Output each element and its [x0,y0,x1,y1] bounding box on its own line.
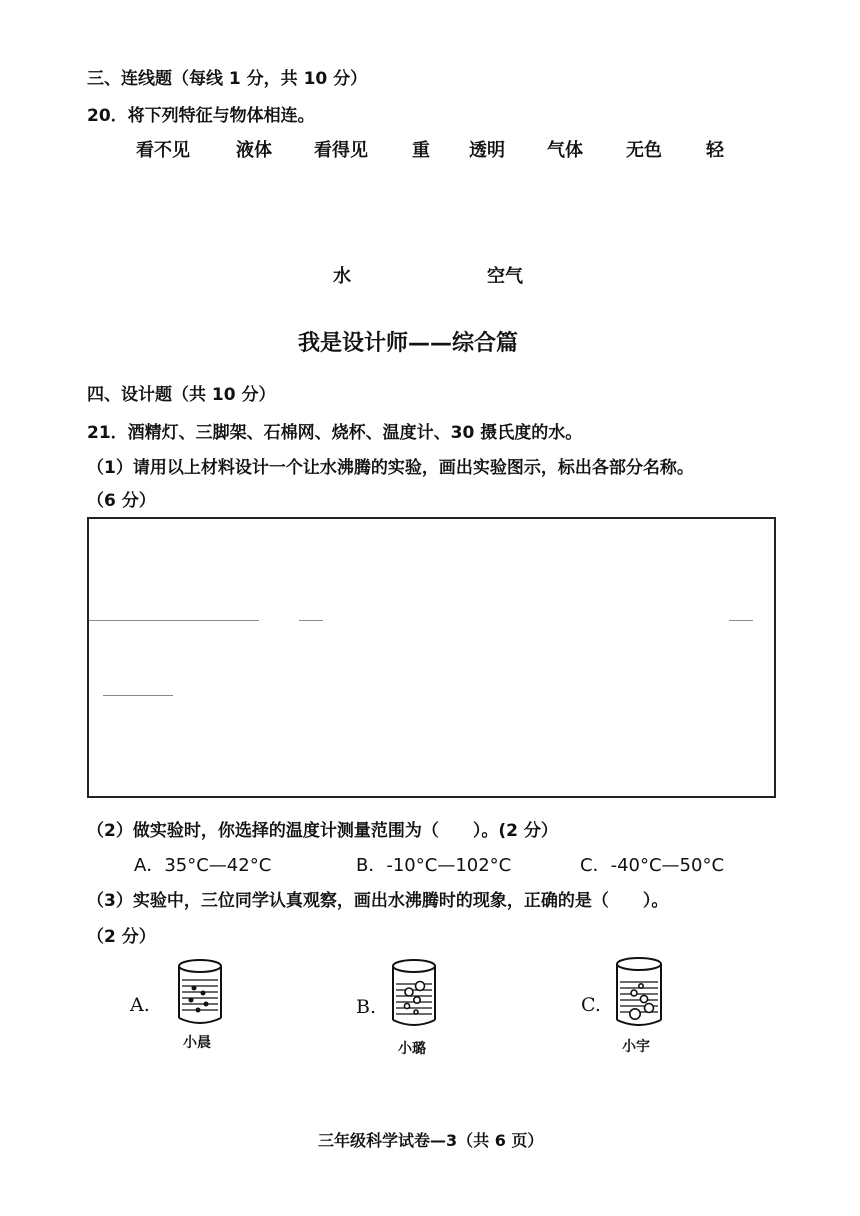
option-a[interactable]: A．35°C—42°C [134,855,272,876]
sub-question-1: （1）请用以上材料设计一个让水沸腾的实验，画出实验图示，标出各部分名称。 [87,458,694,478]
beaker-c-name: 小宇 [622,1039,650,1055]
sub-question-3: （3）实验中，三位同学认真观察，画出水沸腾时的现象，正确的是（ ）。 [87,891,669,911]
object-water: 水 [333,266,351,287]
option-b[interactable]: B．-10°C—102°C [356,855,512,876]
feature-word: 透明 [469,140,505,161]
drawing-answer-box[interactable] [87,517,776,798]
question-20: 20．将下列特征与物体相连。 [87,106,315,126]
feature-word: 看得见 [314,140,368,161]
feature-word: 液体 [236,140,272,161]
beaker-a-letter[interactable]: A. [130,994,150,1016]
sub-question-1-score: （6 分） [87,491,156,511]
beaker-c-figure[interactable] [614,956,664,1034]
beaker-b-letter[interactable]: B. [356,996,377,1018]
beaker-a-name: 小晨 [183,1035,211,1051]
scan-artifact-line [103,695,173,696]
section3-heading: 三、连线题（每线 1 分，共 10 分） [87,69,368,89]
question-21: 21．酒精灯、三脚架、石棉网、烧杯、温度计、30 摄氏度的水。 [87,423,583,443]
page-footer: 三年级科学试卷—3（共 6 页） [318,1131,544,1150]
feature-word: 重 [412,140,430,161]
option-c[interactable]: C．-40°C—50°C [580,855,725,876]
feature-word: 轻 [706,140,724,161]
sub-question-2: （2）做实验时，你选择的温度计测量范围为（ ）。(2 分） [87,821,558,841]
beaker-a-icon [176,958,224,1028]
feature-word: 无色 [626,140,662,161]
feature-word: 看不见 [136,140,190,161]
section-banner: 我是设计师——综合篇 [298,331,519,356]
scan-artifact-line [729,620,753,621]
section4-heading: 四、设计题（共 10 分） [87,385,276,405]
feature-word: 气体 [547,140,583,161]
beaker-b-name: 小璐 [398,1041,426,1057]
sub-question-3-score: （2 分） [87,927,156,947]
beaker-b-figure[interactable] [390,958,438,1034]
beaker-c-icon [614,956,664,1030]
beaker-c-letter[interactable]: C. [581,994,601,1016]
beaker-a-figure[interactable] [176,958,224,1032]
scan-artifact-line [89,620,259,621]
scan-artifact-line [299,620,323,621]
beaker-b-icon [390,958,438,1030]
object-air: 空气 [487,266,523,287]
